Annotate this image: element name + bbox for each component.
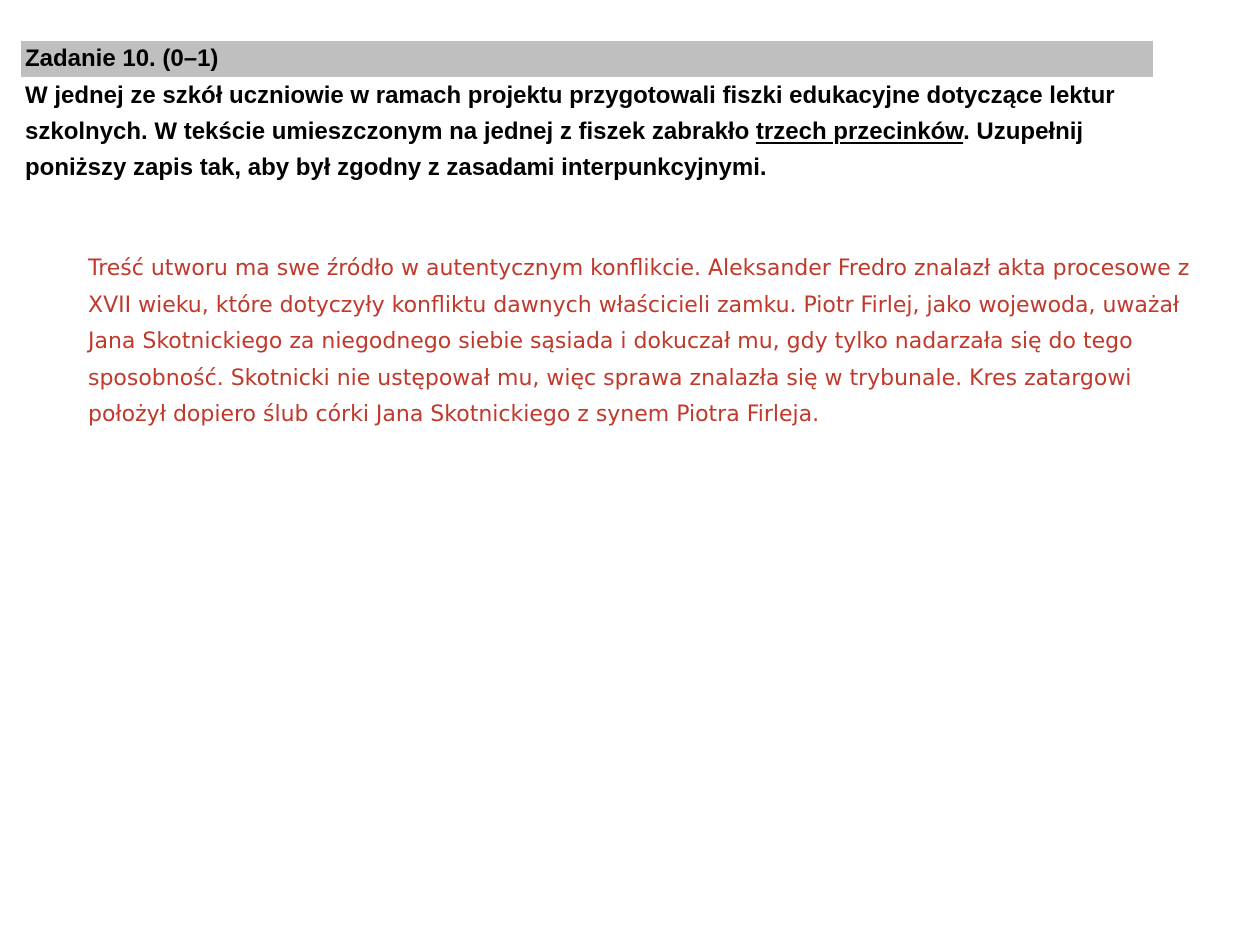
instruction-text-end: . Uzupełnij poniższy zapis tak, aby był zgodny z zasadami interpunkcyjnymi. (25, 118, 1084, 181)
instruction-text-start: W jednej ze szkół uczniowie w ramach projektu przygotowali fiszki edukacyjne dotyczące lektur szkolnych. W tekście umieszczonym na jednej z fiszek zabrakło (25, 82, 1115, 145)
flashcard-text: Treść utworu ma swe źródło w autentycznym konflikcie. Aleksander Fredro znalazł akta procesowe z XVII wieku, które dotyczyły konfliktu dawnych właścicieli zamku. Piotr Firlej, jako wojewoda, uważał Jana Skotnickiego za niegodnego siebie sąsiada i dokuczał mu, gdy tylko nadarzała się do tego sposobność. Skotnicki nie ustępował mu, więc sprawa znalazła się w trybunale. Kres zatargowi położył dopiero ślub córki Jana Skotnickiego z synem Piotra Firleja. (88, 256, 1190, 427)
instruction-emphasis: trzech przecinków (755, 118, 964, 145)
task-header (21, 41, 1153, 77)
task-title: Zadanie 10. (0–1) (25, 45, 219, 72)
task-instruction (25, 78, 1155, 186)
